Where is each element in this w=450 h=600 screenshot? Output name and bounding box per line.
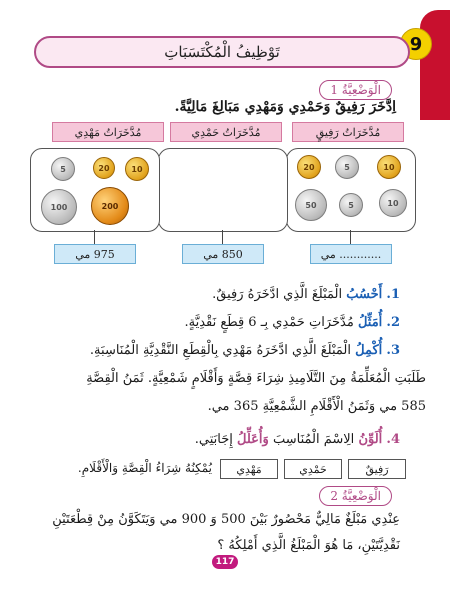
- paragraph-line-1: طَلَبَتِ الْمُعَلِّمَةُ مِنَ التَّلَامِيذِ شِرَاءَ قِصَّةٍ وَأَقْلَامٍ شَمْعِيَّةٍ. ثَمَنُ الْقِصَّةِ: [86, 371, 426, 386]
- rafiq-coin-box: [286, 148, 416, 232]
- connector-line: [350, 230, 351, 244]
- mahdi-coin-box: [30, 148, 160, 232]
- coin-10: 10: [377, 155, 401, 179]
- mahdi-amount-box: 975 مي: [54, 244, 136, 264]
- situation-2-tag: الْوَضْعِيَّةُ 2: [319, 486, 392, 506]
- question-verb: أُلَوِّنُ: [358, 432, 383, 447]
- connector-line: [94, 230, 95, 244]
- question-1: [20, 285, 400, 305]
- coin-5: 5: [51, 157, 75, 181]
- question-text: الْمَبْلَغَ الَّذِي ادَّخَرَهُ مَهْدِي بِالْقِطَعِ النَّقْدِيَّةِ الْمُنَاسِبَةِ.: [89, 343, 356, 358]
- coin-20: 20: [93, 157, 115, 179]
- paragraph-line-2: 585 مي وَثَمَنُ الْأَقْلَامِ الشَّمْعِيَّةِ 365 مي.: [207, 399, 426, 414]
- question-text: مُدَّخَرَاتِ حَمْدِي بِـ 6 قِطَعٍ نَقْدِيَّةٍ.: [184, 315, 358, 330]
- hamdi-amount-box: 850 مي: [182, 244, 264, 264]
- name-option-rafiq[interactable]: رَفِيقٌ: [348, 459, 406, 479]
- names-sentence: يُمْكِنُهُ شِرَاءُ الْقِصَّةِ وَالْأَقْلَامِ.: [77, 461, 212, 475]
- question-number: 2.: [386, 315, 400, 330]
- question-verb: وَأُعَلِّلُ: [237, 432, 269, 447]
- coin-10: 10: [379, 189, 407, 217]
- hamdi-coin-box: [158, 148, 288, 232]
- rafiq-amount-box[interactable]: ............ مي: [310, 244, 392, 264]
- situation-2-line-2: نَقْدِيَّتَيْنِ، مَا هُوَ الْمَبْلَغُ الَّذِي أَمْلِكُهُ ؟: [217, 538, 400, 553]
- question-number: 1.: [386, 287, 400, 302]
- lesson-number-badge: 9: [400, 28, 432, 60]
- coin-50: 50: [295, 189, 327, 221]
- coin-5: 5: [335, 155, 359, 179]
- coin-5: 5: [339, 193, 363, 217]
- name-option-mahdi[interactable]: مَهْدِي: [220, 459, 278, 479]
- question-3: [20, 341, 400, 361]
- page-number: 117: [212, 555, 238, 569]
- question-verb: أُكْمِلُ: [355, 343, 383, 358]
- coin-20: 20: [297, 155, 321, 179]
- situation-1-tag: الْوَضْعِيَّةُ 1: [319, 80, 392, 100]
- page-title: تَوْظِيفُ الْمُكْتَسَبَاتِ: [34, 36, 410, 68]
- question-verb: أَحْسُبُ: [346, 287, 383, 302]
- name-option-hamdi[interactable]: حَمْدِي: [284, 459, 342, 479]
- situation-2-line-1: عِنْدِي مَبْلَغٌ مَالِيٌّ مَحْصُورٌ بَيْنَ 500 وَ 900 مي وَيَتَكَوَّنُ مِنْ قِطْعَتَيْنِ: [52, 512, 400, 527]
- question-2: [20, 313, 400, 333]
- label-hamdi-savings: مُدَّخَرَاتُ حَمْدِي: [170, 122, 282, 142]
- coin-100: 100: [41, 189, 77, 225]
- coin-10: 10: [125, 157, 149, 181]
- question-number: 4.: [386, 432, 400, 447]
- situation-1-intro: اِدَّخَرَ رَفِيقٌ وَحَمْدِي وَمَهْدِي مَبَالِغَ مَالِيَّةً.: [174, 99, 396, 115]
- question-number: 3.: [386, 343, 400, 358]
- coin-200: 200: [91, 187, 129, 225]
- question-text: إِجَابَتِي.: [194, 432, 238, 447]
- question-4: [20, 430, 400, 450]
- label-mahdi-savings: مُدَّخَرَاتُ مَهْدِي: [52, 122, 164, 142]
- label-rafiq-savings: مُدَّخَرَاتُ رَفِيقٍ: [292, 122, 404, 142]
- question-text: الْمَبْلَغَ الَّذِي ادَّخَرَهُ رَفِيقٌ.: [212, 287, 347, 302]
- question-verb: أُمَثِّلُ: [357, 315, 383, 330]
- red-corner-tab: [420, 10, 450, 120]
- connector-line: [222, 230, 223, 244]
- question-text: الِاسْمَ الْمُنَاسِبَ: [268, 432, 359, 447]
